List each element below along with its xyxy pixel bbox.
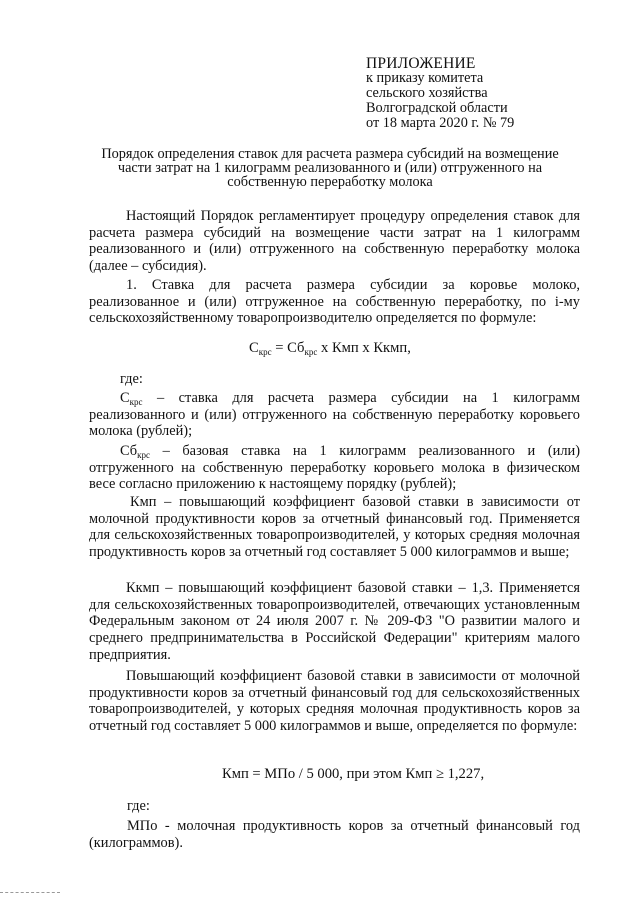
where-label: где: [120,371,143,387]
appendix-line: от 18 марта 2020 г. № 79 [366,115,515,131]
appendix-line: к приказу комитета [366,70,484,86]
formula-rest: х Кмп х Ккмп, [317,340,411,356]
formula-sb-subscript: крс [304,347,318,357]
definition-kmp: Кмп – повышающий коэффициент базовой ставки в зависимости от молочной продуктивности коров за отчетный финансовый год. Применяется для сельскохозяйственных товаропроизводителей, у которых средняя молочная продуктивность коров за отчетный год составляет 5 000 килограммов и выше; [89,494,580,561]
item-1-paragraph: 1. Ставка для расчета размера субсидии за коровье молоко, реализованное и (или) отгруженное на собственную переработку, по i-му сельскохозяйственному товаропроизводителю определяется по формуле: [89,277,580,327]
definition-kkmp: Ккмп – повышающий коэффициент базовой ставки – 1,3. Применяется для сельскохозяйственных товаропроизводителей, отвечающих установленным Федеральным законом от 24 июля 2007 г. № 209-ФЗ "О развитии малого и среднего предпринимательства в Российской Федерации" критериям малого предприятия. [89,580,580,663]
title-line: части затрат на 1 килограмм реализованного и (или) отгруженного на [117,160,543,176]
definition-mpo: МПо - молочная продуктивность коров за отчетный финансовый год (килограммов). [89,818,580,851]
title-line: Порядок определения ставок для расчета размера субсидий на возмещение [101,146,559,162]
kmp-paragraph: Повышающий коэффициент базовой ставки в зависимости от молочной продуктивности коров за отчетный финансовый год для сельскохозяйственных товаропроизводителей, у которых средняя молочная продуктивность коров за отчетный год составляет 5 000 килограммов и выше, определяется по формуле: [89,668,580,735]
formula-c-subscript: крс [258,347,272,357]
appendix-line: Волгоградской области [366,100,508,116]
definition-sb-krs [89,443,580,493]
where-label-2: где: [127,798,150,814]
intro-paragraph: Настоящий Порядок регламентирует процедуру определения ставок для расчета размера субсидий на возмещение части затрат на 1 килограмм реализованного и (или) отгруженного на собственную переработку молока (далее – субсидия). [89,208,580,275]
document-title [80,147,580,189]
formula-c-symbol: С [249,340,259,356]
def-c-subscript: крс [129,397,143,407]
def-sb-symbol: Сб [120,443,138,459]
title-line: собственную переработку молока [227,174,433,190]
appendix-heading: ПРИЛОЖЕНИЕ [366,55,476,72]
appendix-line: сельского хозяйства [366,85,488,101]
def-c-text: – ставка для расчета размера субсидии на 1 килограмм реализованного и (или) отгруженного на собственную переработку коровьего молока (рублей); [89,390,580,440]
def-sb-text: – базовая ставка на 1 килограмм реализованного и (или) отгруженного на собственную переработку коровьего молока в физическом весе согласно приложению к настоящему порядку (рублей); [89,443,580,493]
appendix-block [366,56,514,131]
def-sb-subscript: крс [137,450,150,460]
formula-kmp: Кмп = МПо / 5 000, при этом Кмп ≥ 1,227, [222,766,485,782]
formula-rate [249,340,411,357]
definition-c-krs [89,390,580,440]
def-c-symbol: С [120,390,130,406]
page-bottom-rule [0,892,60,893]
formula-sb-part: = Сб [271,340,305,356]
